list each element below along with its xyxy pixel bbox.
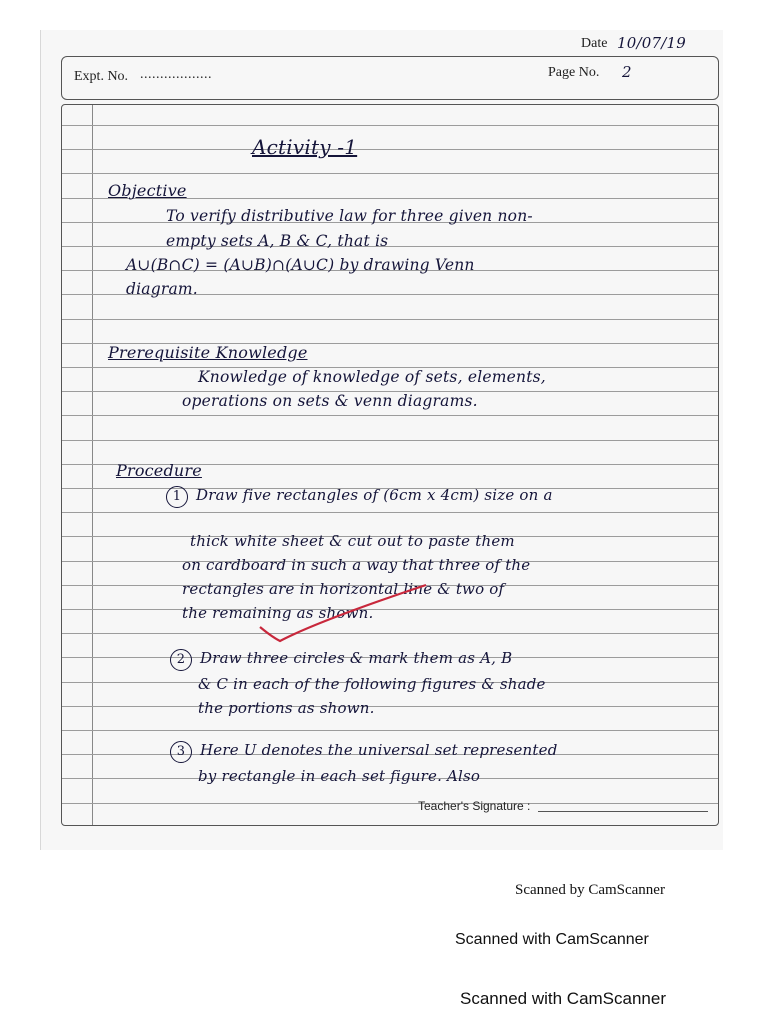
procedure-heading: Procedure xyxy=(116,461,202,480)
objective-heading: Objective xyxy=(108,181,187,200)
ruling-line xyxy=(62,125,718,126)
procedure-step-2 xyxy=(170,649,512,671)
step-1-line-1: Draw five rectangles of (6cm x 4cm) size on a xyxy=(196,486,553,504)
ruling-line xyxy=(62,173,718,174)
objective-line-3: A∪(B∩C) = (A∪B)∩(A∪C) by drawing Venn xyxy=(126,256,475,274)
procedure-step-3 xyxy=(170,741,558,763)
ruling-line xyxy=(62,512,718,513)
step-number-3: 3 xyxy=(170,741,192,763)
step-3-line-1: Here U denotes the universal set represented xyxy=(200,741,558,759)
page-no-label: Page No. xyxy=(548,65,600,80)
objective-line-1: To verify distributive law for three given non- xyxy=(166,207,533,225)
scanned-by-label: Scanned by CamScanner xyxy=(515,882,665,898)
ruling-line xyxy=(62,319,718,320)
scanned-with-label-1: Scanned with CamScanner xyxy=(455,931,649,948)
step-number-2: 2 xyxy=(170,649,192,671)
step-1-line-2: thick white sheet & cut out to paste them xyxy=(190,532,515,550)
date-value: 10/07/19 xyxy=(617,34,686,52)
ruling-line xyxy=(62,149,718,150)
page-no-value: 2 xyxy=(622,63,632,81)
ruling-line xyxy=(62,730,718,731)
step-number-1: 1 xyxy=(166,486,188,508)
ruled-area xyxy=(61,104,719,826)
ruling-line xyxy=(62,246,718,247)
header-box xyxy=(61,56,719,100)
step-2-line-3: the portions as shown. xyxy=(198,699,375,717)
objective-line-4: diagram. xyxy=(126,280,198,298)
date-label: Date xyxy=(581,36,608,51)
step-2-line-2: & C in each of the following figures & shade xyxy=(198,675,546,693)
notebook-page xyxy=(40,30,723,850)
step-3-line-2: by rectangle in each set figure. Also xyxy=(198,767,481,785)
signature-line xyxy=(538,811,708,812)
procedure-step-1 xyxy=(166,483,553,508)
step-1-line-4: rectangles are in horizontal line & two of xyxy=(182,580,505,598)
ruling-line xyxy=(62,440,718,441)
check-mark-icon xyxy=(258,581,428,645)
prerequisite-line-2: operations on sets & venn diagrams. xyxy=(182,392,478,410)
prerequisite-line-1: Knowledge of knowledge of sets, elements, xyxy=(198,368,546,386)
step-1-line-5: the remaining as shown. xyxy=(182,604,374,622)
expt-no-dots: .................. xyxy=(140,67,212,82)
ruling-line xyxy=(62,415,718,416)
margin-line xyxy=(92,105,93,825)
prerequisite-heading: Prerequisite Knowledge xyxy=(108,343,308,362)
objective-line-2: empty sets A, B & C, that is xyxy=(166,232,389,250)
step-1-line-3: on cardboard in such a way that three of the xyxy=(182,556,531,574)
activity-title: Activity -1 xyxy=(252,135,358,159)
step-2-line-1: Draw three circles & mark them as A, B xyxy=(200,649,513,667)
teacher-signature-label: Teacher's Signature : xyxy=(418,799,531,813)
ruling-line xyxy=(62,706,718,707)
expt-no-label: Expt. No. xyxy=(74,69,129,84)
ruling-line xyxy=(62,803,718,804)
scanned-with-label-2: Scanned with CamScanner xyxy=(460,989,667,1008)
